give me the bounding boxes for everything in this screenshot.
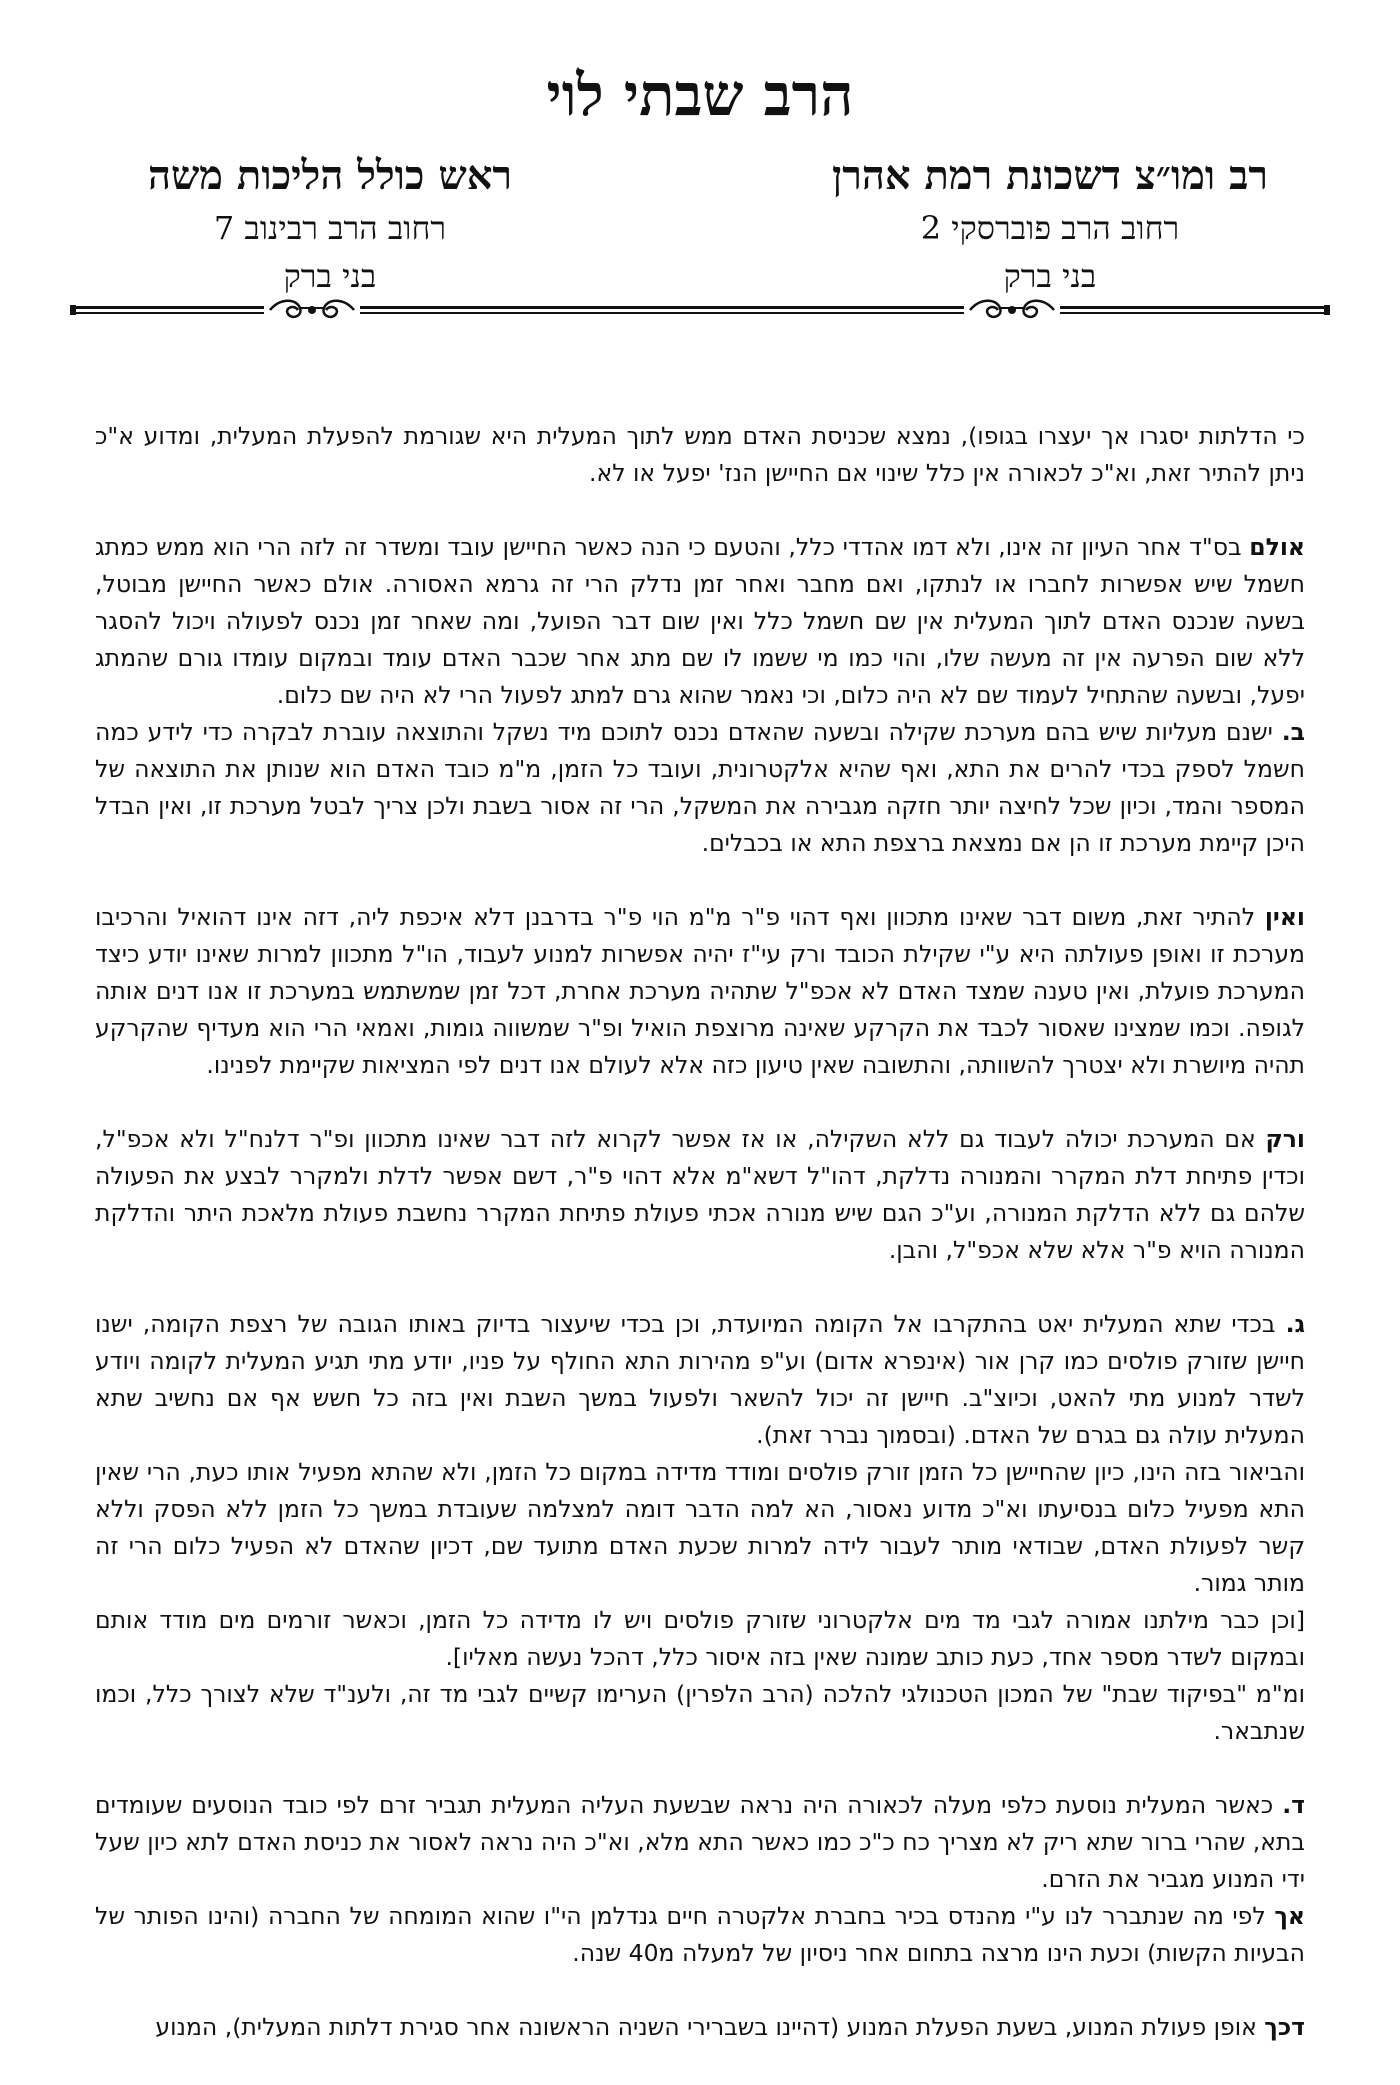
paragraph-09 (95, 1676, 1305, 1750)
letterhead-name: הרב שבתי לוי (546, 61, 854, 129)
paragraph-08 (95, 1602, 1305, 1676)
paragraph-07 (95, 1454, 1305, 1602)
paragraph-11 (95, 1898, 1305, 1972)
paragraph-text: בכדי שתא המעלית יאט בהתקרבו אל הקומה המיועדת, וכן בכדי שיעצור בדיוק באותו הגובה של רצפת הקומה, ישנו חיישן שזורק פולסים כמו קרן אור (אינפרא אדום) וע"פ מהירות התא החולף על פניו, יודע מתי תגיע המעלית לקומה ויודע לשדר למנוע מתי להאט, וכיוצ"ב. חיישן זה יכול להשאר ולפעול במשך השבת ואין בזה כל חשש אף אם נחשיב שתא המעלית עולה גם בגרם של האדם. (ובסמוך נברר זאת). (95, 1310, 1305, 1449)
paragraph-text: אם המערכת יכולה לעבוד גם ללא השקילה, או אז אפשר לקרוא לזה דבר שאינו מתכוון ופ"ר דלנח"ל ולא אכפ"ל, וכדין פתיחת דלת המקרר והמנורה נדלקת, דהו"ל דשא"מ אלא דהוי פ"ר, דשם אפשר לדלת ולמקרר לבצע את הפעולה שלהם גם ללא הדלקת המנורה, וע"כ הגם שיש מנורה אכתי פעולת פתיחת המקרר נחשבת פעולת מלאכת היתר והדלקת המנורה הויא פ"ר אלא שלא אכפ"ל, והבן. (95, 1125, 1305, 1264)
paragraph-text: להתיר זאת, משום דבר שאינו מתכוון ואף דהוי פ"ר מ"מ הוי פ"ר בדרבנן דלא איכפת ליה, דזה אינו דהואיל והרכיבו מערכת זו ואופן פעולתה היא ע"י שקילת הכובד ורק עי"ז יהיה אפשרות למנוע לעבוד, הו"ל מתכוון למרות שאינו יודע כיצד המערכת פועלת, ואין טענה שמצד האדם לא אכפ"ל שתהיה מערכת אחרת, דכל זמן שמשתמש במערכת זו אנו דנים אותה לגופה. וכמו שמצינו שאסור לכבד את הקרקע שאינה מרוצפת הואיל ופ"ר שמשווה גומות, ואמאי הרי הוא מעדיף שהקרקע תהיה מיושרת ולא יצטרך להשוותה, והתשובה שאין טיעון כזה אלא לעולם אנו דנים לפי המציאות שקיימת לפנינו. (95, 903, 1305, 1079)
letterhead-left-block (50, 148, 610, 300)
letterhead-left-title: ראש כולל הליכות משה (147, 152, 513, 199)
paragraph-text: [וכן כבר מילתנו אמורה לגבי מד מים אלקטרוני שזורק פולסים ויש לו מדידה כל הזמן, וכאשר זורמים מים מודד אותם ובמקום לשדר מספר אחד, כעת כותב שמונה שאין בזה איסור כלל, דהכל נעשה מאליו]. (95, 1606, 1305, 1671)
paragraph-01 (95, 418, 1305, 492)
paragraph-lead: דכך (1264, 2013, 1305, 2041)
paragraph-04 (95, 899, 1305, 1084)
paragraph-text: לפי מה שנתברר לנו ע"י מהנדס בכיר בחברת אלקטרה חיים גנדלמן הי"ו שהוא המומחה של החברה (והינו הפותר של הבעיות הקשות) וכעת הינו מרצה בתחום אחר ניסיון של למעלה מ40 שנה. (95, 1902, 1305, 1967)
paragraph-text: והביאור בזה הינו, כיון שהחיישן כל הזמן זורק פולסים ומודד מדידה במקום כל הזמן, ולא שהתא מפעיל אותו כעת, הרי שאין התא מפעיל כלום בנסיעתו וא"כ מדוע נאסור, הא למה הדבר דומה למצלמה שעובדת במשך כל הזמן ללא הפסק וללא קשר לפעולת האדם, שבודאי מותר לעבור לידה למרות שכעת האדם מתועד שם, דכיון שהאדם לא הפעיל כלום הרי זה מותר גמור. (95, 1458, 1305, 1597)
letterhead-right-title: רב ומו״צ דשכונת רמת אהרן (832, 152, 1268, 199)
paragraph-05 (95, 1121, 1305, 1269)
paragraph-lead: אך (1274, 1902, 1305, 1930)
flourish-right-ornament (964, 296, 1060, 324)
paragraph-lead: ואין (1264, 903, 1305, 931)
paragraph-text: כאשר המעלית נוסעת כלפי מעלה לכאורה היה נראה שבשעת העליה המעלית תגביר זרם לפי כובד הנוסעים שעומדים בתא, שהרי ברור שתא ריק לא מצריך כח כ"כ כמו כאשר התא מלא, וא"כ היה נראה לאסור את כניסת האדם לתא כיון שעל ידי המנוע מגביר את הזרם. (95, 1791, 1305, 1893)
paragraph-12 (95, 2009, 1305, 2046)
paragraph-text: ישנם מעליות שיש בהם מערכת שקילה ובשעה שהאדם נכנס לתוכם מיד נשקל והתוצאה עוברת לבקרה כדי לידע כמה חשמל לספק בכדי להרים את התא, ואף שהיא אלקטרונית, ועובד כל הזמן, מ"מ כובד האדם הוא שנותן את התוצאה של המספר והמד, וכיון שכל לחיצה יותר חזקה מגבירה את המשקל, הרי זה אסור בשבת ולכן צריך לבטל מערכת זו, ואין הבדל היכן קיימת מערכת זו הן אם נמצאת ברצפת התא או בכבלים. (95, 718, 1305, 857)
paragraph-lead: ג. (1285, 1310, 1305, 1338)
paragraph-lead: ב. (1281, 718, 1305, 746)
paragraph-text: כי הדלתות יסגרו אך יעצרו בגופו), נמצא שכניסת האדם ממש לתוך המעלית היא שגורמת להפעלת המעלית, ומדוע א"כ ניתן להתיר זאת, וא"כ לכאורה אין כלל שינוי אם החיישן הנז' יפעל או לא. (95, 422, 1305, 487)
paragraph-10 (95, 1787, 1305, 1898)
document-body (95, 418, 1305, 2046)
paragraph-lead: אולם (1249, 533, 1305, 561)
letterhead-right-block (770, 148, 1330, 300)
ornamental-divider (70, 290, 1330, 330)
letterhead-left-city: בני ברק (283, 257, 377, 295)
paragraph-text: בס"ד אחר העיון זה אינו, ולא דמו אהדדי כלל, והטעם כי הנה כאשר החיישן עובד ומשדר זה לזה הרי הוא ממש כמתג חשמל שיש אפשרות לחברו או לנתקו, ואם מחבר ואחר זמן נדלק הרי זה גרמא האסורה. אולם כאשר החיישן מבוטל, בשעה שנכנס האדם לתוך המעלית אין שם חשמל כלל ואין שום דבר הפועל, ומה שאחר זמן נכנס לפעולה ויכול להסגר ללא שום הפרעה אין זה מעשה שלו, והוי כמו מי ששמו לו שם מתג אחר שכבר האדם עומד ובמקום עומדו גורם שהמתג יפעל, ובשעה שהתחיל לעמוד שם לא היה כלום, וכי נאמר שהוא גרם למתג לפעול הרי לא היה שם כלום. (95, 533, 1305, 709)
divider-rule (70, 305, 1330, 315)
paragraph-03 (95, 714, 1305, 862)
paragraph-06 (95, 1306, 1305, 1454)
letterhead-right-city: בני ברק (1003, 257, 1097, 295)
paragraph-lead: ד. (1282, 1791, 1305, 1819)
paragraph-text: ומ"מ "בפיקוד שבת" של המכון הטכנולגי להלכה (הרב הלפרין) הערימו קשיים לגבי מד זה, ולענ"ד שלא לצורך כלל, וכמו שנתבאר. (95, 1680, 1305, 1745)
paragraph-lead: ורק (1265, 1125, 1305, 1153)
paragraph-text: אופן פעולת המנוע, בשעת הפעלת המנוע (דהיינו בשברירי השניה הראשונה אחר סגירת דלתות המעלית), המנוע (155, 2013, 1265, 2041)
letterhead-right-street: רחוב הרב פוברסקי 2 (920, 209, 1180, 247)
letterhead-left-street: רחוב הרב רבינוב 7 (213, 209, 447, 247)
paragraph-02 (95, 529, 1305, 714)
flourish-left-ornament (264, 296, 360, 324)
